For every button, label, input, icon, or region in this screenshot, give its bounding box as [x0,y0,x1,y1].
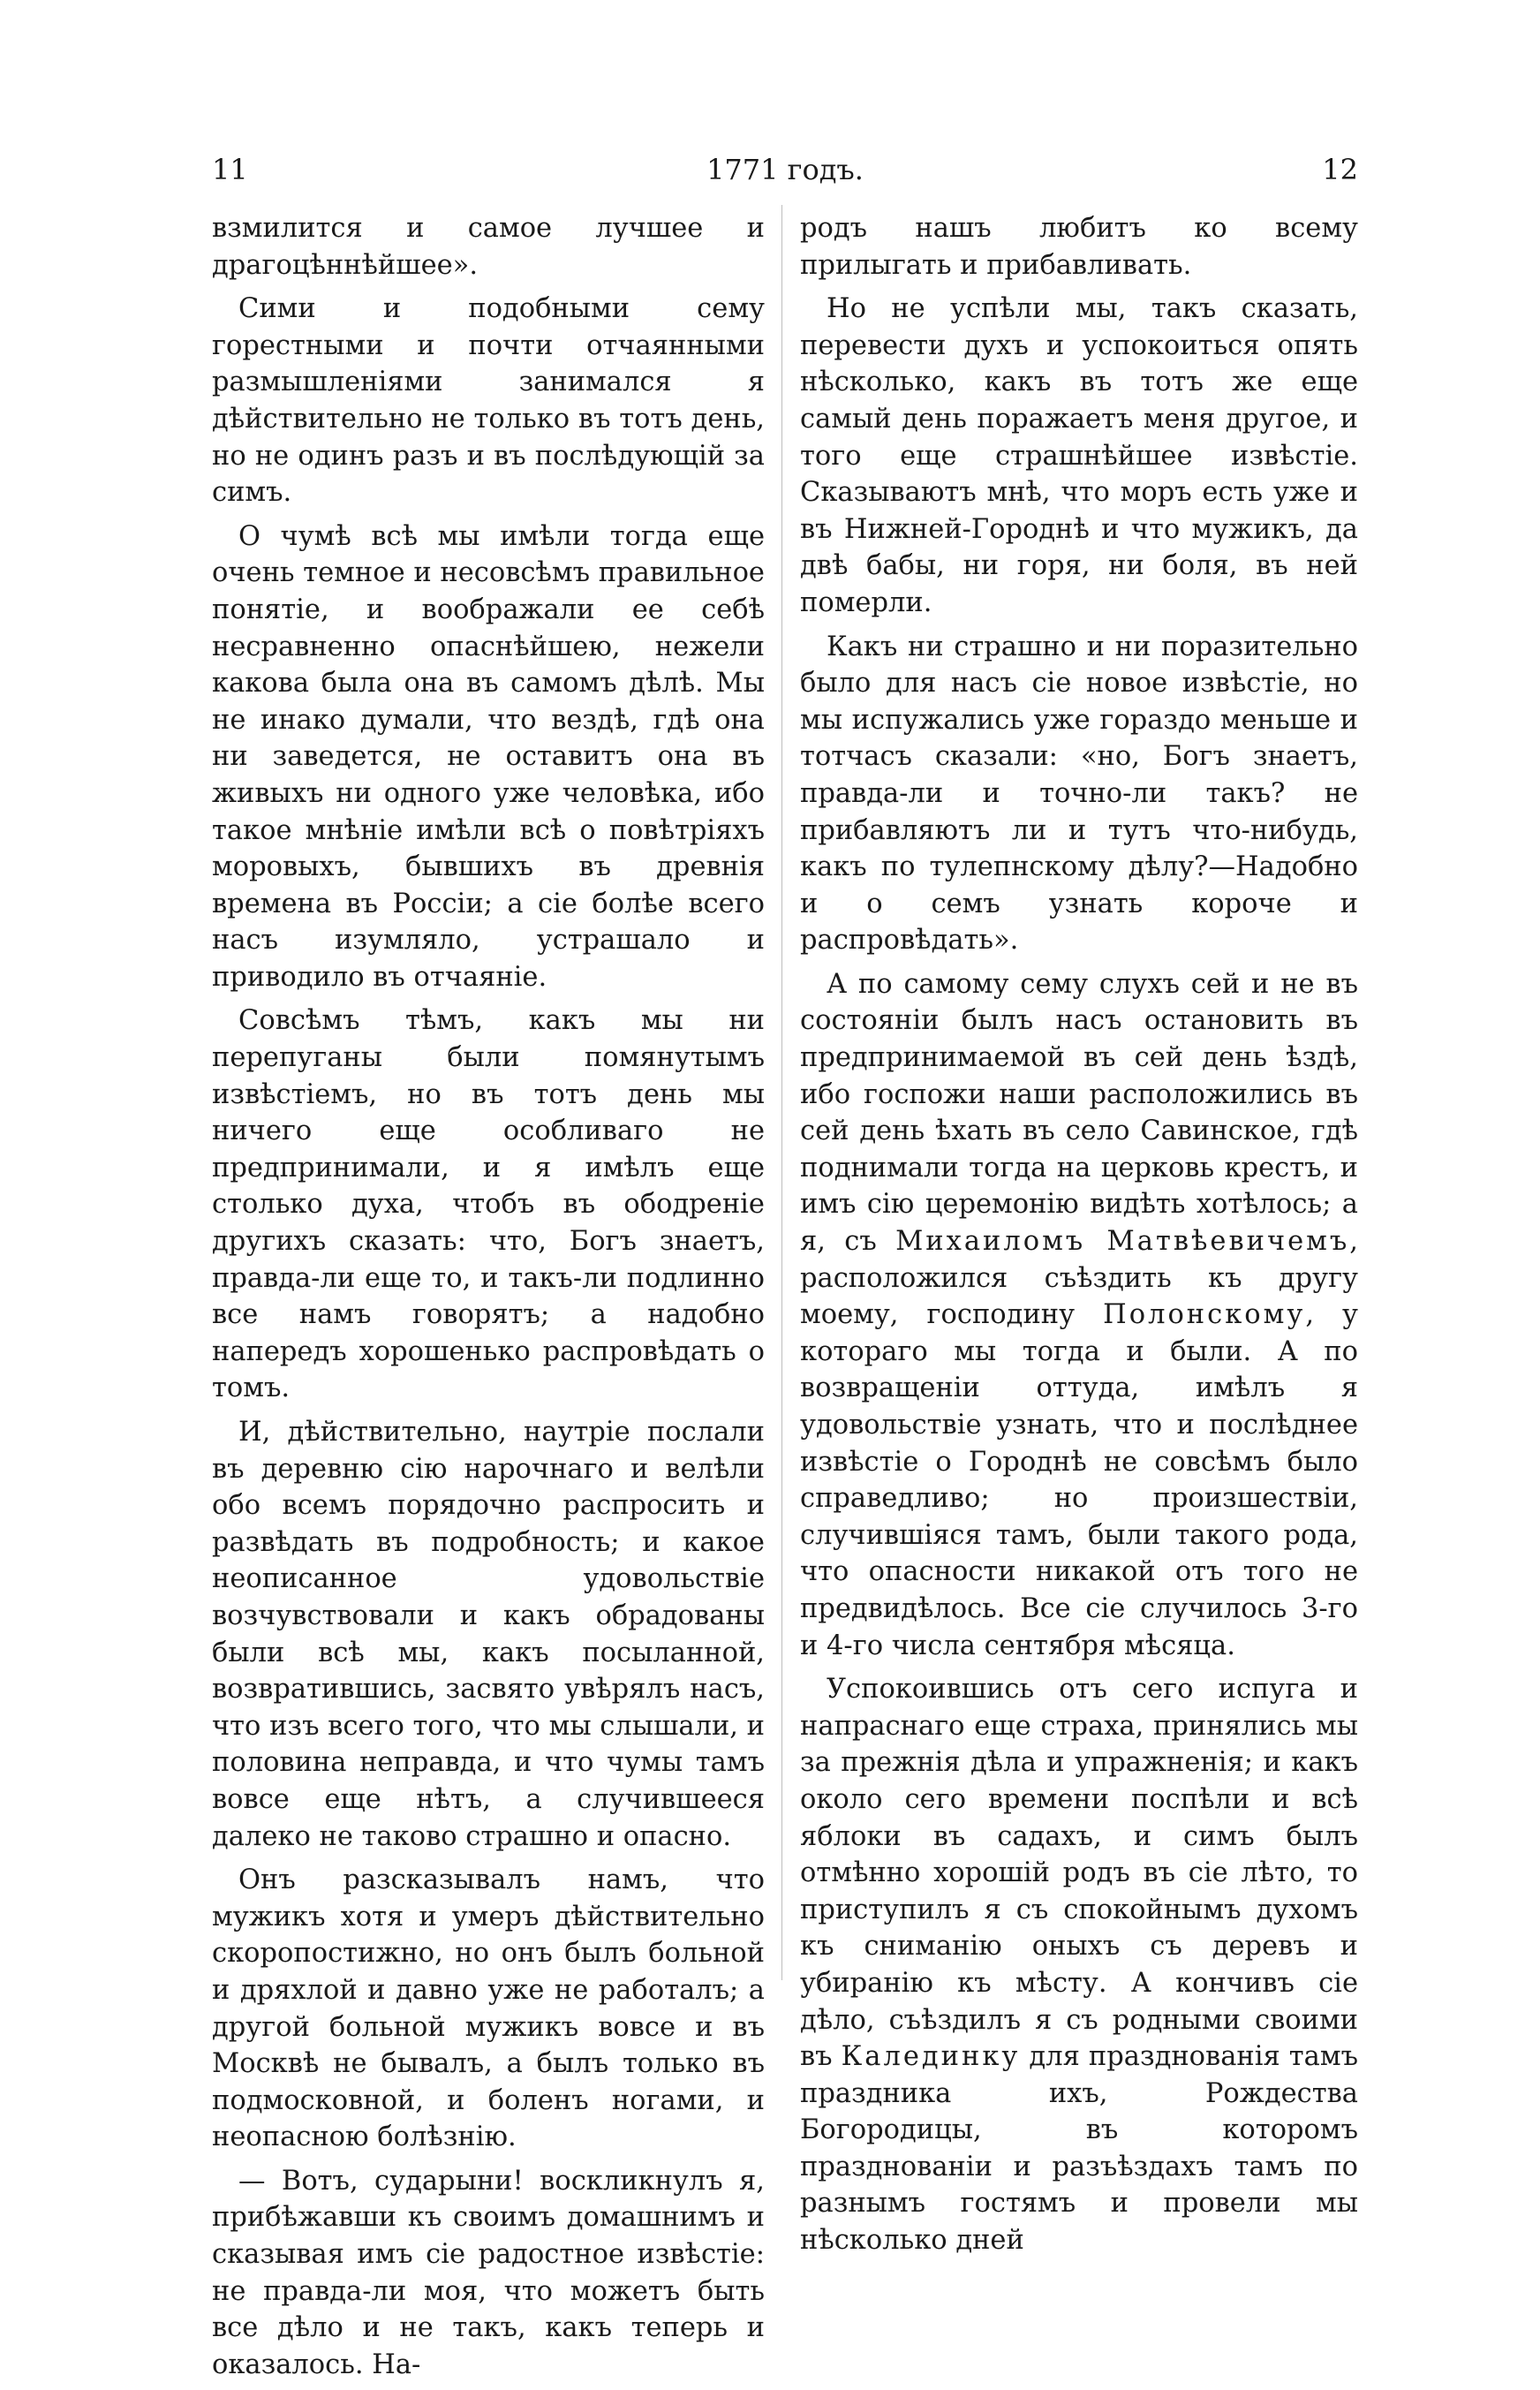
left-column [212,210,765,2390]
paragraph: Какъ ни страшно и ни поразительно было для насъ сіе новое извѣстіе, но мы испужались уже гораздо меньше и тотчасъ сказали: «но, Богъ знаетъ, правда-ли и точно-ли такъ? не прибавляютъ ли и тутъ что-нибудь, какъ по тулепнскому дѣлу?—Надобно и о семъ узнать короче и распровѣдать». [800,631,1358,957]
paragraph: Сими и подобными сему горестными и почти отчаянными размышленіями занимался я дѣйствительно не только въ тотъ день, но не одинъ разъ и въ послѣдующій за симъ. [212,293,765,509]
paragraph: взмилится и самое лучшее и драгоцѣннѣйшее». [212,213,765,281]
page-number-left: 11 [212,153,248,186]
page-number-right: 12 [1322,153,1358,186]
page-header [212,150,1358,189]
paragraph: Онъ разсказывалъ намъ, что мужикъ хотя и умеръ дѣйствительно скоропостижно, но онъ былъ больной и дряхлой и давно уже не работалъ; а другой больной мужикъ вовсе и въ Москвѣ не бывалъ, а былъ только въ подмосковной, и боленъ ногами, и неопасною болѣзнію. [212,1864,765,2153]
running-title: 1771 годъ. [706,153,864,186]
paragraph: И, дѣйствительно, наутріе послали въ деревню сію нарочнаго и велѣли обо всемъ порядочно распросить и развѣдать въ подробность; и какое неописанное удовольствіе возчувствовали и какъ обрадованы были всѣ мы, какъ посыланной, возвратившись, засвято увѣрялъ насъ, что изъ всего того, что мы слышали, и половина неправда, и что чумы тамъ вовсе еще нѣтъ, а случившееся далеко не таково страшно и опасно. [212,1417,765,1852]
text-run: Успокоившись отъ сего испуга и напраснаго еще страха, принялись мы за прежнія дѣла и упражненія; и какъ около сего времени поспѣли и всѣ яблоки въ садахъ, и симъ былъ отмѣнно хорошій родъ въ сіе лѣто, то приступилъ я съ спокойнымъ духомъ къ сниманію оныхъ съ деревъ и убиранію къ мѣсту. А кончивъ сіе дѣло, съѣздилъ я съ родными своими въ [800,1674,1358,2073]
text-run: , расположился съѣздить къ другу моему, господину [800,1226,1358,1331]
right-column [800,210,1358,2266]
paragraph: Совсѣмъ тѣмъ, какъ мы ни перепуганы были помянутымъ извѣстіемъ, но въ тотъ день мы ничего еще особливаго не предпринимали, и я имѣлъ еще столько духа, чтобъ въ ободреніе другихъ сказать: что, Богъ знаетъ, правда-ли еще то, и такъ-ли подлинно все намъ говорятъ; а надобно напередъ хорошенько распровѣдать о томъ. [212,1005,765,1404]
paragraph [800,966,1358,1664]
paragraph [800,1671,1358,2259]
spaced-name: Михаиломъ Матвѣевичемъ [895,1226,1350,1258]
paragraph: — Вотъ, сударыни! воскликнулъ я, прибѣжавши къ своимъ домашнимъ и сказывая имъ сіе радостное извѣстіе: не правда-ли моя, что можетъ быть все дѣло и не такъ, какъ теперь и оказалось. На- [212,2165,765,2380]
column-divider [781,205,782,1980]
text-run: , у котораго мы тогда и были. А по возвращеніи оттуда, имѣлъ я удовольствіе узнать, что и послѣднее извѣстіе о Городнѣ не совсѣмъ было справедливо; но произшествіи, случившіяся тамъ, были такого рода, что опасности никакой отъ того не предвидѣлось. Все сіе случилось 3-го и 4-го числа сентября мѣсяца. [800,1299,1359,1661]
paragraph: Но не успѣли мы, такъ сказать, перевести духъ и успокоиться опять нѣсколько, какъ въ тотъ же еще самый день поражаетъ меня другое, и того еще страшнѣйшее извѣстіе. Сказываютъ мнѣ, что моръ есть уже и въ Нижней-Городнѣ и что мужикъ, да двѣ бабы, ни горя, ни боля, въ ней померли. [800,293,1358,618]
text-run: А по самому сему слухъ сей и не въ состояніи былъ насъ остановить въ предпринимаемой въ сей день ѣздѣ, ибо госпожи наши расположились въ сей день ѣхать въ село Савинское, гдѣ поднимали тогда на церковь крестъ, и имъ сію церемонію видѣть хотѣлось; а я, съ [800,968,1358,1258]
spaced-name: Калединку [841,2041,1021,2073]
paragraph: О чумѣ всѣ мы имѣли тогда еще очень темное и несовсѣмъ правильное понятіе, и воображали ее себѣ несравненно опаснѣйшею, нежели какова была она въ самомъ дѣлѣ. Мы не инако думали, что вездѣ, гдѣ она ни заведется, не оставитъ она въ живыхъ ни одного уже человѣка, ибо такое мнѣніе имѣли всѣ о повѣтріяхъ моровыхъ, бывшихъ въ древнія времена въ Россіи; а сіе болѣе всего насъ изумляло, устрашало и приводило въ отчаяніе. [212,520,765,993]
text-run: для празднованія тамъ праздника ихъ, Рождества Богородицы, въ которомъ празднованіи и разъѣздахъ тамъ по разнымъ гостямъ и провели мы нѣсколько дней [800,2041,1358,2257]
paragraph: родъ нашъ любитъ ко всему прилыгать и прибавливать. [800,213,1358,281]
spaced-name: Полонскому [1103,1299,1306,1331]
